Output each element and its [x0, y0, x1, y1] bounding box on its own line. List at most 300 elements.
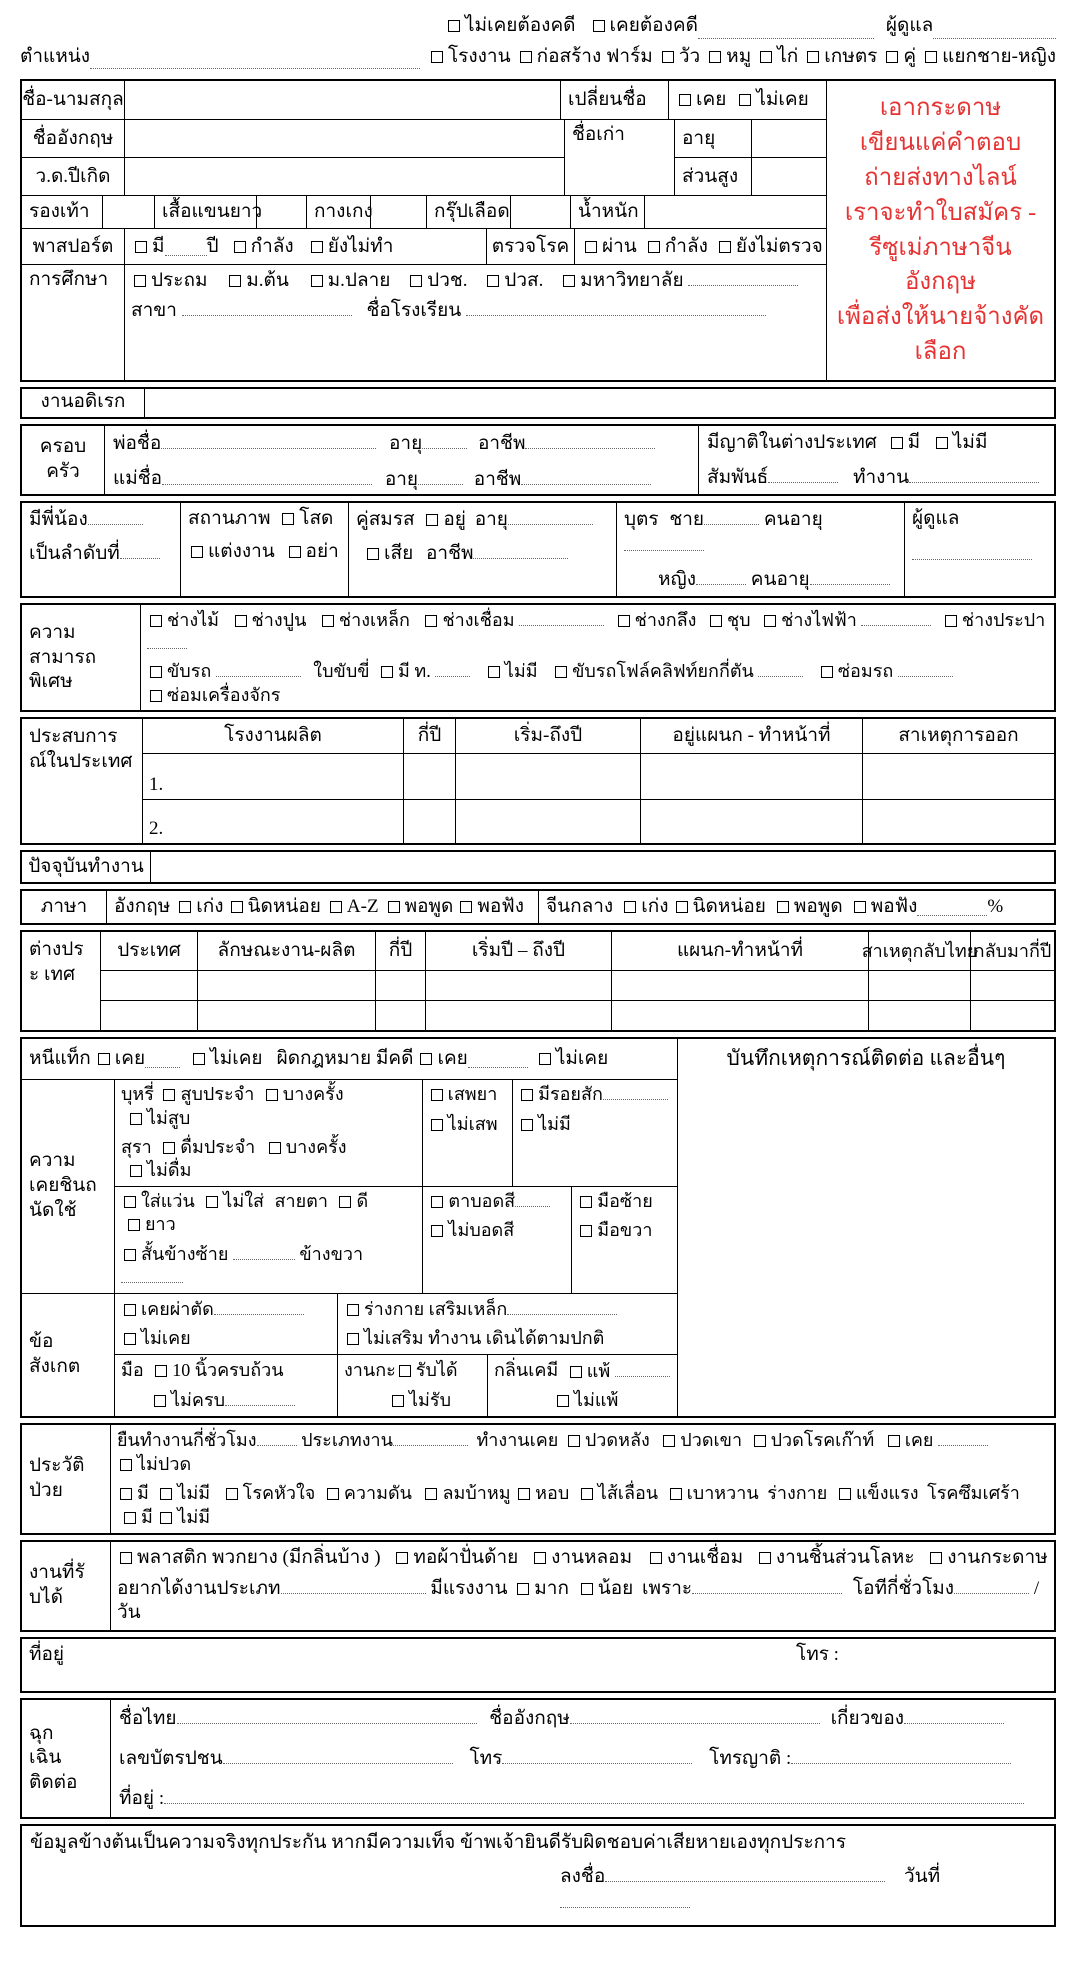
- skill-drive-checkbox[interactable]: [150, 666, 162, 678]
- pressure-checkbox[interactable]: [327, 1488, 339, 1500]
- labor-few-checkbox[interactable]: [581, 1583, 593, 1595]
- backpain-checkbox[interactable]: [568, 1435, 580, 1447]
- right-hand-checkbox[interactable]: [580, 1225, 592, 1237]
- emergency-tel-label: โทร: [469, 1747, 503, 1769]
- contact-notes-panel[interactable]: [677, 1039, 1054, 1416]
- hobby-input[interactable]: [144, 389, 1054, 417]
- edu-hvoc-checkbox[interactable]: [487, 275, 499, 287]
- abroad-r2-return[interactable]: [970, 1001, 1054, 1030]
- declaration-text: ข้อมูลข้างต้นเป็นความจริงทุกประกัน หากมีความเท็จ ข้าพเจ้ายินดีรับผิดชอบค่าเสียหายเองทุกประการ: [30, 1832, 847, 1854]
- edu-mhigh-checkbox[interactable]: [311, 275, 323, 287]
- passport-doing-label: กำลัง: [250, 235, 294, 257]
- passport-notyet-checkbox[interactable]: [311, 241, 323, 253]
- name-change-ever-label: เคย: [696, 89, 727, 111]
- emergency-label: [22, 1700, 110, 1817]
- diabetes-checkbox[interactable]: [670, 1488, 682, 1500]
- name-input[interactable]: [124, 81, 560, 119]
- job-couple-checkbox[interactable]: [886, 51, 898, 63]
- spouse-occ-blank[interactable]: [473, 541, 568, 559]
- cn-speak-checkbox[interactable]: [777, 901, 789, 913]
- job-chicken: [757, 45, 798, 70]
- want-type-label: อยากได้งานประเภท: [117, 1577, 281, 1599]
- repair-car-checkbox[interactable]: [821, 666, 833, 678]
- no-tattoo-checkbox[interactable]: [521, 1119, 533, 1131]
- had-case-blank[interactable]: [698, 21, 874, 39]
- abroad-r2-worktype[interactable]: [197, 1001, 375, 1030]
- labor-few-label: น้อย: [597, 1577, 634, 1599]
- job-cow-checkbox[interactable]: [662, 51, 674, 63]
- not-allergic-checkbox[interactable]: [557, 1395, 569, 1407]
- edu-university-checkbox[interactable]: [563, 275, 575, 287]
- jobs-line2: [117, 1576, 1048, 1626]
- disease-have-label: มี: [137, 1483, 149, 1504]
- passport-doing-checkbox[interactable]: [234, 241, 246, 253]
- mother-name-blank[interactable]: [162, 466, 372, 484]
- name-change-label: เปลี่ยนชื่อ: [560, 81, 668, 119]
- abroad-r1-years[interactable]: [375, 971, 425, 1000]
- children-girls-blank[interactable]: [696, 567, 746, 585]
- kneepain-label: ปวดเขา: [680, 1430, 743, 1451]
- relation-work-line: [699, 457, 1054, 493]
- glasses-cell: [115, 1187, 422, 1293]
- smoke-sometimes-checkbox[interactable]: [266, 1089, 278, 1101]
- emergency-thai-name-blank[interactable]: [177, 1706, 477, 1724]
- medical-label: [22, 1425, 110, 1533]
- shirt-input[interactable]: [256, 196, 306, 228]
- father-occ-blank[interactable]: [525, 431, 655, 449]
- hernia-checkbox[interactable]: [581, 1488, 593, 1500]
- edu-mlow-checkbox[interactable]: [229, 275, 241, 287]
- school-blank[interactable]: [466, 298, 766, 316]
- no-drink-label: ไม่ดื่ม: [147, 1160, 192, 1181]
- name-change-never-checkbox[interactable]: [739, 94, 751, 106]
- edu-mhigh-label: ม.ปลาย: [327, 270, 391, 292]
- edu-university-blank[interactable]: [688, 268, 798, 286]
- job-plastic-label: พลาสติก พวกยาง (มีกลิ่นบ้าง ): [137, 1546, 381, 1568]
- escape-ever-blank[interactable]: [145, 1050, 180, 1068]
- job-molding-checkbox[interactable]: [534, 1552, 546, 1564]
- epilepsy-label: ลมบ้าหมู: [442, 1483, 511, 1504]
- emergency-relation-blank[interactable]: [904, 1706, 1004, 1724]
- epilepsy-checkbox[interactable]: [425, 1488, 437, 1500]
- worktype-blank[interactable]: [393, 1429, 468, 1446]
- name-change-options: [668, 81, 826, 119]
- job-plastic-checkbox[interactable]: [120, 1552, 132, 1564]
- want-type-blank[interactable]: [281, 1576, 426, 1594]
- skill-drive-blank[interactable]: [216, 660, 301, 677]
- exp-th-r1-factory[interactable]: [143, 754, 403, 799]
- job-pig-checkbox[interactable]: [709, 51, 721, 63]
- siblings-have-blank[interactable]: [88, 507, 143, 525]
- fingers-not-checkbox[interactable]: [154, 1395, 166, 1407]
- colorblind-blank[interactable]: [515, 1190, 550, 1207]
- job-factory-checkbox[interactable]: [431, 51, 443, 63]
- health-doing-checkbox[interactable]: [648, 241, 660, 253]
- eng-little-label: นิดหน่อย: [247, 895, 321, 917]
- emergency-tel-blank[interactable]: [502, 1746, 692, 1764]
- observations-block: [22, 1293, 677, 1417]
- cn-percent-blank[interactable]: [917, 898, 987, 916]
- disease-none-checkbox[interactable]: [160, 1488, 172, 1500]
- short-left-blank[interactable]: [233, 1243, 295, 1260]
- weight-label: น้ำหนัก: [570, 196, 644, 228]
- shift-ok-checkbox[interactable]: [399, 1365, 411, 1377]
- birthdate-input[interactable]: [124, 158, 564, 195]
- no-surgery-checkbox[interactable]: [124, 1333, 136, 1345]
- skill-electric-label: ช่างไฟฟ้า: [781, 609, 857, 630]
- children-boys-age-label: คนอายุ: [763, 509, 823, 531]
- personal-info-section: [20, 79, 1056, 381]
- eng-good-checkbox[interactable]: [179, 901, 191, 913]
- abroad-r2-country[interactable]: [101, 1001, 197, 1030]
- skill-welding-checkbox[interactable]: [425, 615, 437, 627]
- abroad-header-row: [101, 932, 1054, 970]
- acceptable-jobs-content: [110, 1542, 1054, 1630]
- emergency-thai-name-label: ชื่อไทย: [119, 1708, 177, 1730]
- eng-speak-label: พอพูด: [404, 895, 454, 917]
- skill-electric-blank[interactable]: [861, 608, 931, 625]
- emergency-eng-name-blank[interactable]: [570, 1706, 820, 1724]
- english-label: อังกฤษ: [114, 895, 171, 917]
- no-pain-checkbox[interactable]: [120, 1459, 132, 1471]
- emergency-label-line3: ติดต่อ: [29, 1772, 78, 1794]
- exp-th-r1-years[interactable]: [403, 754, 455, 799]
- abroad-r2-reason[interactable]: [868, 1001, 970, 1030]
- surgery-blank[interactable]: [214, 1298, 304, 1315]
- asthma-checkbox[interactable]: [518, 1488, 530, 1500]
- smoke-regular-checkbox[interactable]: [163, 1089, 175, 1101]
- relatives-none-checkbox[interactable]: [936, 437, 948, 449]
- drug-checkbox[interactable]: [431, 1089, 443, 1101]
- eng-little-checkbox[interactable]: [231, 901, 243, 913]
- ot-blank[interactable]: [954, 1576, 1029, 1594]
- emergency-tel-relative-blank[interactable]: [791, 1746, 1011, 1764]
- strong-checkbox[interactable]: [839, 1488, 851, 1500]
- skill-plating-checkbox[interactable]: [710, 615, 722, 627]
- emergency-address-blank[interactable]: [164, 1786, 1024, 1804]
- eng-speak-checkbox[interactable]: [388, 901, 400, 913]
- tattoo-label: มีรอยสัก: [538, 1084, 603, 1105]
- steel-cell: [337, 1294, 677, 1355]
- eye-far-checkbox[interactable]: [128, 1219, 140, 1231]
- spouse-alive-checkbox[interactable]: [426, 514, 438, 526]
- abroad-r1-dept[interactable]: [611, 971, 868, 1000]
- because-label: เพราะ: [642, 1577, 693, 1599]
- spouse-age-blank[interactable]: [508, 507, 593, 525]
- mother-age-blank[interactable]: [418, 466, 463, 484]
- job-chicken-checkbox[interactable]: [760, 51, 772, 63]
- weight-input[interactable]: [644, 196, 826, 228]
- not-allergic-label: ไม่แพ้: [574, 1389, 619, 1410]
- glasses-checkbox[interactable]: [124, 1196, 136, 1208]
- colorblind-checkbox[interactable]: [431, 1196, 443, 1208]
- health-notyet-label: ยังไม่ตรวจ: [735, 235, 823, 257]
- form-header: [20, 14, 1056, 69]
- siblings-section: [20, 501, 1056, 598]
- skill-cement-label: ช่างปูน: [251, 609, 307, 630]
- abroad-header-period: เริ่มปี – ถึงปี: [425, 932, 611, 970]
- current-work-label: ปัจจุบันทำงาน: [28, 855, 144, 877]
- chinese-skills: [538, 891, 1054, 923]
- siblings-order-line: [29, 541, 173, 567]
- current-work-input[interactable]: [150, 852, 1054, 882]
- edu-voc-checkbox[interactable]: [410, 275, 422, 287]
- children-line2: [658, 567, 897, 593]
- habits-left-column: [22, 1039, 677, 1416]
- children-girls-age-blank[interactable]: [810, 567, 890, 585]
- exp-th-r2-years[interactable]: [403, 800, 455, 843]
- license-label: ใบขับขี่: [313, 661, 370, 682]
- cn-good-checkbox[interactable]: [624, 901, 636, 913]
- skill-plumbing-blank[interactable]: [147, 632, 187, 649]
- blood-input[interactable]: [510, 196, 570, 228]
- exp-th-r1-dept[interactable]: [640, 754, 862, 799]
- drink-regular-checkbox[interactable]: [163, 1142, 175, 1154]
- tattoo-checkbox[interactable]: [521, 1089, 533, 1101]
- job-construction: [517, 45, 653, 70]
- name-change-ever-checkbox[interactable]: [679, 94, 691, 106]
- fingers-not-blank[interactable]: [225, 1389, 295, 1406]
- father-name-blank[interactable]: [161, 431, 376, 449]
- address-tel-label: โทร :: [796, 1644, 839, 1666]
- medical-label-line1: ประวัติ: [29, 1455, 85, 1477]
- father-age-blank[interactable]: [422, 431, 467, 449]
- status-single-checkbox[interactable]: [282, 513, 294, 525]
- note-line: เราจะทำใบสมัคร -: [844, 199, 1037, 226]
- abroad-r2-years[interactable]: [375, 1001, 425, 1030]
- allergic-checkbox[interactable]: [570, 1366, 582, 1378]
- pants-input[interactable]: [370, 196, 426, 228]
- eng-az-label: A-Z: [346, 895, 379, 917]
- abroad-r2-dept[interactable]: [611, 1001, 868, 1030]
- exp-th-header-period: เริ่ม-ถึงปี: [455, 719, 640, 753]
- eng-listen-checkbox[interactable]: [460, 901, 472, 913]
- relation-blank[interactable]: [768, 465, 838, 483]
- because-blank[interactable]: [692, 1576, 842, 1594]
- abroad-r1-worktype[interactable]: [197, 971, 375, 1000]
- abroad-r1-return[interactable]: [970, 971, 1054, 1000]
- health-pass-label: ผ่าน: [602, 235, 637, 257]
- status-married-checkbox[interactable]: [191, 546, 203, 558]
- health-check-label: ตรวจโรค: [486, 229, 574, 264]
- no-steel-checkbox[interactable]: [347, 1333, 359, 1345]
- height-row: [675, 157, 826, 195]
- cn-listen-checkbox[interactable]: [854, 901, 866, 913]
- repair-machine-checkbox[interactable]: [150, 690, 162, 702]
- sign-blank[interactable]: [605, 1864, 885, 1882]
- shoe-input[interactable]: [102, 196, 154, 228]
- heart-checkbox[interactable]: [226, 1488, 238, 1500]
- tattoo-blank[interactable]: [603, 1083, 668, 1100]
- passport-have-checkbox[interactable]: [135, 241, 147, 253]
- emergency-id-blank[interactable]: [223, 1746, 453, 1764]
- status-line2: [188, 540, 341, 565]
- eyesight-label: สายตา: [274, 1190, 328, 1211]
- escape-row: [22, 1039, 677, 1079]
- skill-wood-checkbox[interactable]: [150, 615, 162, 627]
- passport-notyet-label: ยังไม่ทำ: [327, 235, 394, 257]
- drink-sometimes-checkbox[interactable]: [269, 1142, 281, 1154]
- height-input[interactable]: [751, 158, 826, 195]
- stand-hours-label: ยืนทำงานกี่ชั่วโมง: [117, 1430, 257, 1451]
- left-hand-checkbox[interactable]: [580, 1196, 592, 1208]
- abroad-r1-period[interactable]: [425, 971, 611, 1000]
- habits-label-line1: ความ: [29, 1150, 76, 1172]
- medical-label-line2: ป่วย: [29, 1480, 63, 1502]
- edu-primary-checkbox[interactable]: [134, 275, 146, 287]
- eng-az-checkbox[interactable]: [330, 901, 342, 913]
- shift-cell: [337, 1355, 487, 1416]
- gout-checkbox[interactable]: [754, 1435, 766, 1447]
- labor-many-label: มาก: [534, 1577, 569, 1599]
- license-type-blank[interactable]: [435, 660, 470, 677]
- kneepain-checkbox[interactable]: [663, 1435, 675, 1447]
- contact-notes-title: บันทึกเหตุการณ์ติดต่อ และอื่นๆ: [726, 1046, 1006, 1071]
- job-separate-gender-checkbox[interactable]: [925, 51, 937, 63]
- fingers-shift-row: [115, 1354, 677, 1416]
- skill-steel-checkbox[interactable]: [322, 615, 334, 627]
- no-drug-checkbox[interactable]: [431, 1119, 443, 1131]
- exp-th-header-reason: สาเหตุการออก: [862, 719, 1054, 753]
- relation-label: สัมพันธ์: [707, 467, 769, 489]
- spouse-dead-checkbox[interactable]: [367, 548, 379, 560]
- mother-age-label: อายุ: [384, 468, 419, 490]
- job-construction-checkbox[interactable]: [520, 51, 532, 63]
- tattoo-cell: [512, 1080, 677, 1186]
- job-agriculture-checkbox[interactable]: [807, 51, 819, 63]
- case-never-label: ไม่เคย: [555, 1047, 609, 1069]
- header-line-2: [20, 45, 1056, 70]
- cn-little-checkbox[interactable]: [676, 901, 688, 913]
- children-boys-age-blank[interactable]: [624, 533, 704, 551]
- eye-good-checkbox[interactable]: [339, 1196, 351, 1208]
- case-ever-checkbox[interactable]: [420, 1053, 432, 1065]
- age-input[interactable]: [751, 120, 826, 157]
- children-girls-label: หญิง: [658, 568, 696, 590]
- mother-occ-label: อาชีพ: [473, 468, 522, 490]
- steel-checkbox[interactable]: [347, 1304, 359, 1316]
- status-divorced-checkbox[interactable]: [289, 546, 301, 558]
- passport-year-blank[interactable]: [165, 238, 207, 256]
- forklift-checkbox[interactable]: [555, 666, 567, 678]
- old-name-cell[interactable]: [564, 120, 674, 195]
- hobby-label: งานอดิเรก: [40, 391, 126, 413]
- emergency-tel-relative-label: โทรญาติ :: [709, 1747, 792, 1769]
- allergic-blank[interactable]: [615, 1359, 670, 1376]
- children-cell: [616, 503, 904, 596]
- skill-cement-checkbox[interactable]: [235, 615, 247, 627]
- liquor-line: [121, 1136, 416, 1183]
- edu-mlow-label: ม.ต้น: [246, 270, 289, 292]
- address-input[interactable]: [110, 1639, 789, 1691]
- fingers-full-checkbox[interactable]: [155, 1365, 167, 1377]
- no-smoke-checkbox[interactable]: [130, 1113, 142, 1125]
- children-boys-blank[interactable]: [704, 507, 759, 525]
- right-side-blank[interactable]: [121, 1266, 183, 1283]
- position-blank[interactable]: [90, 51, 420, 69]
- case-ever-blank[interactable]: [468, 1050, 528, 1068]
- chinese-label: จีนกลาง: [546, 895, 614, 917]
- shift-no-checkbox[interactable]: [392, 1395, 404, 1407]
- escape-ever-checkbox[interactable]: [98, 1053, 110, 1065]
- no-case-checkbox[interactable]: [448, 20, 460, 32]
- date-blank[interactable]: [560, 1890, 690, 1908]
- not-colorblind-label: ไม่บอดสี: [448, 1220, 515, 1241]
- abroad-r1-reason[interactable]: [868, 971, 970, 1000]
- stand-hours-blank[interactable]: [257, 1429, 297, 1446]
- pain-ever-checkbox[interactable]: [888, 1435, 900, 1447]
- license-have-checkbox[interactable]: [381, 666, 393, 678]
- had-case-checkbox[interactable]: [593, 20, 605, 32]
- english-name-input[interactable]: [124, 120, 564, 157]
- skills-label-line2: พิเศษ: [29, 671, 73, 693]
- abroad-r2-period[interactable]: [425, 1001, 611, 1030]
- major-blank[interactable]: [182, 298, 352, 316]
- mother-occ-blank[interactable]: [521, 466, 651, 484]
- heart-label: โรคหัวใจ: [242, 1483, 316, 1504]
- job-paper-checkbox[interactable]: [930, 1552, 942, 1564]
- skill-electric-checkbox[interactable]: [764, 615, 776, 627]
- job-metal-parts-checkbox[interactable]: [759, 1552, 771, 1564]
- escape-never-checkbox[interactable]: [193, 1053, 205, 1065]
- chemical-cell: [487, 1355, 677, 1416]
- surgery-checkbox[interactable]: [124, 1304, 136, 1316]
- no-glasses-checkbox[interactable]: [206, 1196, 218, 1208]
- acceptable-jobs-label-line1: งานที่รั: [29, 1562, 85, 1584]
- job-textile-checkbox[interactable]: [396, 1552, 408, 1564]
- job-welding-checkbox[interactable]: [650, 1552, 662, 1564]
- forklift-blank[interactable]: [758, 660, 803, 677]
- relative-work-blank[interactable]: [909, 465, 1039, 483]
- exp-th-r2-dept[interactable]: [640, 800, 862, 843]
- repair-car-blank[interactable]: [898, 660, 953, 677]
- caretaker-blank[interactable]: [933, 21, 1056, 39]
- experience-th-row-2: [143, 799, 1054, 843]
- note-line: เขียนแค่คำตอบ: [859, 130, 1022, 157]
- acceptable-jobs-section: [20, 1540, 1056, 1632]
- health-pass-checkbox[interactable]: [585, 241, 597, 253]
- per-day-label: /วัน: [117, 1577, 1040, 1624]
- exp-th-r2-period[interactable]: [455, 800, 640, 843]
- not-colorblind-checkbox[interactable]: [431, 1225, 443, 1237]
- siblings-order-blank[interactable]: [120, 541, 160, 559]
- exp-th-r2-reason[interactable]: [862, 800, 1054, 843]
- disease-have-checkbox[interactable]: [120, 1488, 132, 1500]
- forklift-label: ขับรถโฟล์คลิฟท์ยกกี่ตัน: [572, 661, 754, 682]
- cigarette-label: บุหรี่: [121, 1084, 154, 1105]
- skill-welding-blank[interactable]: [519, 608, 604, 625]
- exp-th-r2-factory[interactable]: [143, 800, 403, 843]
- license-none-checkbox[interactable]: [488, 666, 500, 678]
- engname-birth-rows: [22, 119, 826, 195]
- abroad-r1-country[interactable]: [101, 971, 197, 1000]
- steel-blank[interactable]: [507, 1298, 617, 1315]
- pain-ever-blank[interactable]: [938, 1429, 988, 1446]
- exp-th-r1-period[interactable]: [455, 754, 640, 799]
- abroad-row-1: [101, 970, 1054, 1000]
- short-left-checkbox[interactable]: [124, 1249, 136, 1261]
- labor-many-checkbox[interactable]: [517, 1583, 529, 1595]
- no-drink-checkbox[interactable]: [130, 1165, 142, 1177]
- skill-lathe-checkbox[interactable]: [618, 615, 630, 627]
- exp-th-r1-reason[interactable]: [862, 754, 1054, 799]
- abroad-table: [100, 932, 1054, 1030]
- health-notyet-checkbox[interactable]: [719, 241, 731, 253]
- skill-plumbing-checkbox[interactable]: [945, 615, 957, 627]
- case-never-checkbox[interactable]: [539, 1053, 551, 1065]
- sibling-caretaker-blank[interactable]: [912, 542, 1032, 560]
- relatives-have-checkbox[interactable]: [891, 437, 903, 449]
